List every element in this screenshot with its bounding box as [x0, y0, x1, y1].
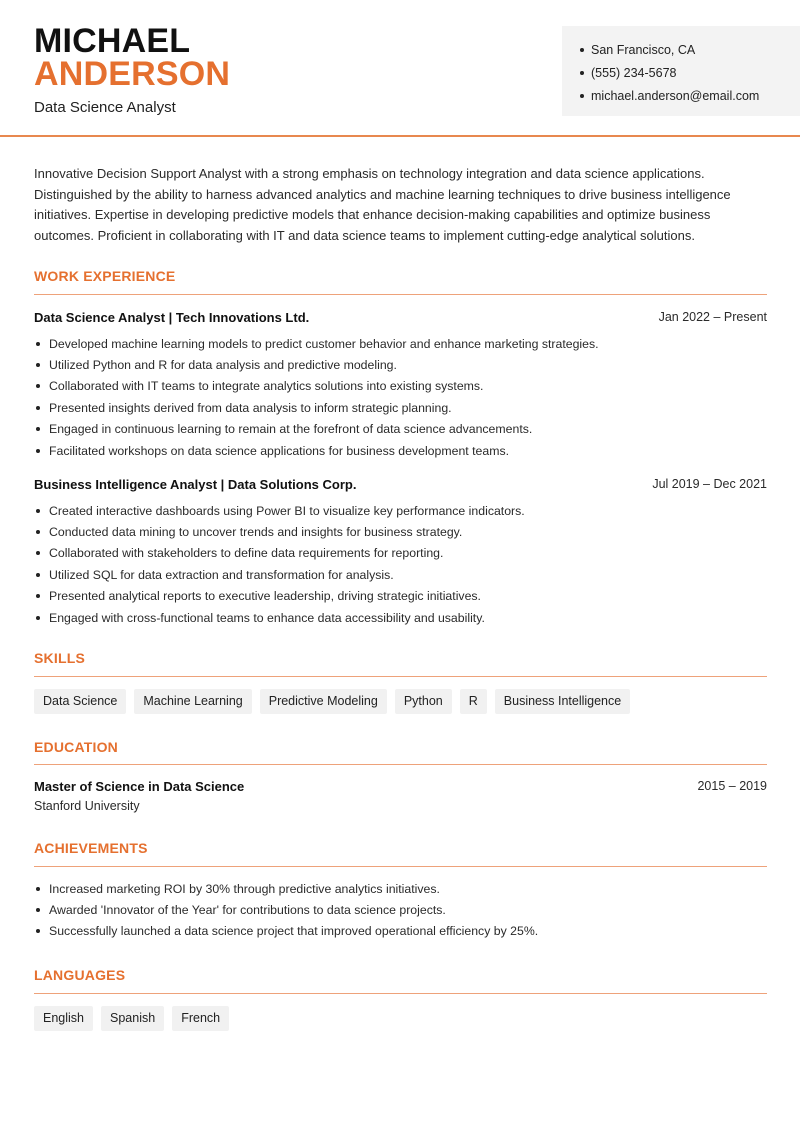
bullet-text: Presented analytical reports to executive leadership, driving strategic initiatives.	[49, 589, 481, 604]
location-text: San Francisco, CA	[591, 42, 696, 57]
bullet-icon	[36, 551, 40, 555]
list-item	[34, 564, 767, 585]
resume-header	[0, 0, 800, 137]
skills-tags	[34, 689, 630, 714]
bullet-icon	[36, 384, 40, 388]
achievement-bullets	[34, 878, 767, 942]
bullet-text: Utilized Python and R for data analysis and predictive modeling.	[49, 358, 397, 373]
bullet-text: Engaged in continuous learning to remain at the forefront of data science advancements.	[49, 422, 533, 437]
language-tags	[34, 1006, 229, 1031]
bullet-icon	[36, 449, 40, 453]
bullet-icon	[580, 48, 584, 52]
bullet-text: Conducted data mining to uncover trends and insights for business strategy.	[49, 525, 463, 540]
skill-tag: R	[460, 689, 487, 714]
section-divider	[34, 294, 767, 295]
bullet-text: Increased marketing ROI by 30% through predictive analytics initiatives.	[49, 881, 440, 896]
bullet-icon	[36, 509, 40, 513]
job-entry-header	[34, 310, 767, 325]
contact-box	[562, 26, 800, 116]
language-tag: Spanish	[101, 1006, 164, 1031]
skill-tag: Data Science	[34, 689, 126, 714]
bullet-icon	[36, 908, 40, 912]
list-item	[34, 899, 767, 920]
job-title: Data Science Analyst	[34, 99, 176, 116]
achievements-heading: ACHIEVEMENTS	[34, 840, 148, 856]
skill-tag: Python	[395, 689, 452, 714]
list-item	[34, 521, 767, 542]
bullet-icon	[36, 929, 40, 933]
last-name: ANDERSON	[34, 55, 231, 93]
summary-paragraph: Innovative Decision Support Analyst with a strong emphasis on technology integration and data science applications. Distinguished by the ability to harness advanced analytics and machine learning techniques to drive business intelligence initiatives. Expertise in developing predictive models that enhance decision-making capabilities and optimize business outcomes. Proficient in collaborating with IT and data science teams to implement cutting-edge analytical solutions.	[34, 166, 731, 244]
contact-phone	[580, 61, 800, 84]
job-bullets	[34, 333, 767, 461]
bullet-text: Awarded 'Innovator of the Year' for contributions to data science projects.	[49, 903, 446, 918]
list-item	[34, 500, 767, 521]
bullet-icon	[580, 71, 584, 75]
bullet-text: Collaborated with IT teams to integrate analytics solutions into existing systems.	[49, 379, 484, 394]
list-item	[34, 607, 767, 628]
bullet-icon	[36, 427, 40, 431]
list-item	[34, 586, 767, 607]
job-role: Data Science Analyst | Tech Innovations Ltd.	[34, 310, 310, 325]
list-item	[34, 878, 767, 899]
skill-tag: Business Intelligence	[495, 689, 630, 714]
job-dates: Jul 2019 – Dec 2021	[652, 477, 767, 491]
list-item	[34, 333, 767, 354]
bullet-icon	[36, 342, 40, 346]
bullet-icon	[36, 363, 40, 367]
bullet-icon	[36, 530, 40, 534]
bullet-text: Presented insights derived from data analysis to inform strategic planning.	[49, 400, 452, 415]
list-item	[34, 397, 767, 418]
contact-email	[580, 85, 800, 108]
job-bullets	[34, 500, 767, 628]
bullet-text: Successfully launched a data science project that improved operational efficiency by 25%.	[49, 924, 539, 939]
section-divider	[34, 676, 767, 677]
education-school: Stanford University	[34, 799, 140, 813]
bullet-text: Utilized SQL for data extraction and transformation for analysis.	[49, 567, 394, 582]
bullet-text: Facilitated workshops on data science applications for business development teams.	[49, 443, 510, 458]
list-item	[34, 440, 767, 461]
bullet-text: Created interactive dashboards using Power BI to visualize key performance indicators.	[49, 503, 525, 518]
job-dates: Jan 2022 – Present	[658, 310, 767, 324]
bullet-text: Developed machine learning models to predict customer behavior and enhance marketing strategies.	[49, 336, 599, 351]
section-divider	[34, 866, 767, 867]
email-text: michael.anderson@email.com	[591, 89, 760, 104]
section-divider	[34, 764, 767, 765]
bullet-icon	[36, 406, 40, 410]
skill-tag: Machine Learning	[134, 689, 251, 714]
bullet-icon	[36, 616, 40, 620]
bullet-icon	[36, 887, 40, 891]
education-degree: Master of Science in Data Science	[34, 779, 245, 794]
bullet-icon	[580, 94, 584, 98]
education-dates: 2015 – 2019	[697, 779, 767, 793]
job-role: Business Intelligence Analyst | Data Solutions Corp.	[34, 477, 357, 492]
language-tag: French	[172, 1006, 229, 1031]
phone-text: (555) 234-5678	[591, 65, 677, 80]
language-tag: English	[34, 1006, 93, 1031]
bullet-icon	[36, 594, 40, 598]
section-divider	[34, 993, 767, 994]
skills-heading: SKILLS	[34, 650, 85, 666]
contact-location	[580, 38, 800, 61]
bullet-icon	[36, 573, 40, 577]
list-item	[34, 419, 767, 440]
work-experience-heading: WORK EXPERIENCE	[34, 268, 176, 284]
list-item	[34, 921, 767, 942]
job-entry-header	[34, 477, 767, 492]
education-heading: EDUCATION	[34, 739, 118, 755]
list-item	[34, 354, 767, 375]
languages-heading: LANGUAGES	[34, 967, 126, 983]
list-item	[34, 376, 767, 397]
skill-tag: Predictive Modeling	[260, 689, 387, 714]
first-name: MICHAEL	[34, 22, 191, 60]
bullet-text: Collaborated with stakeholders to define data requirements for reporting.	[49, 546, 444, 561]
list-item	[34, 543, 767, 564]
bullet-text: Engaged with cross-functional teams to enhance data accessibility and usability.	[49, 610, 485, 625]
